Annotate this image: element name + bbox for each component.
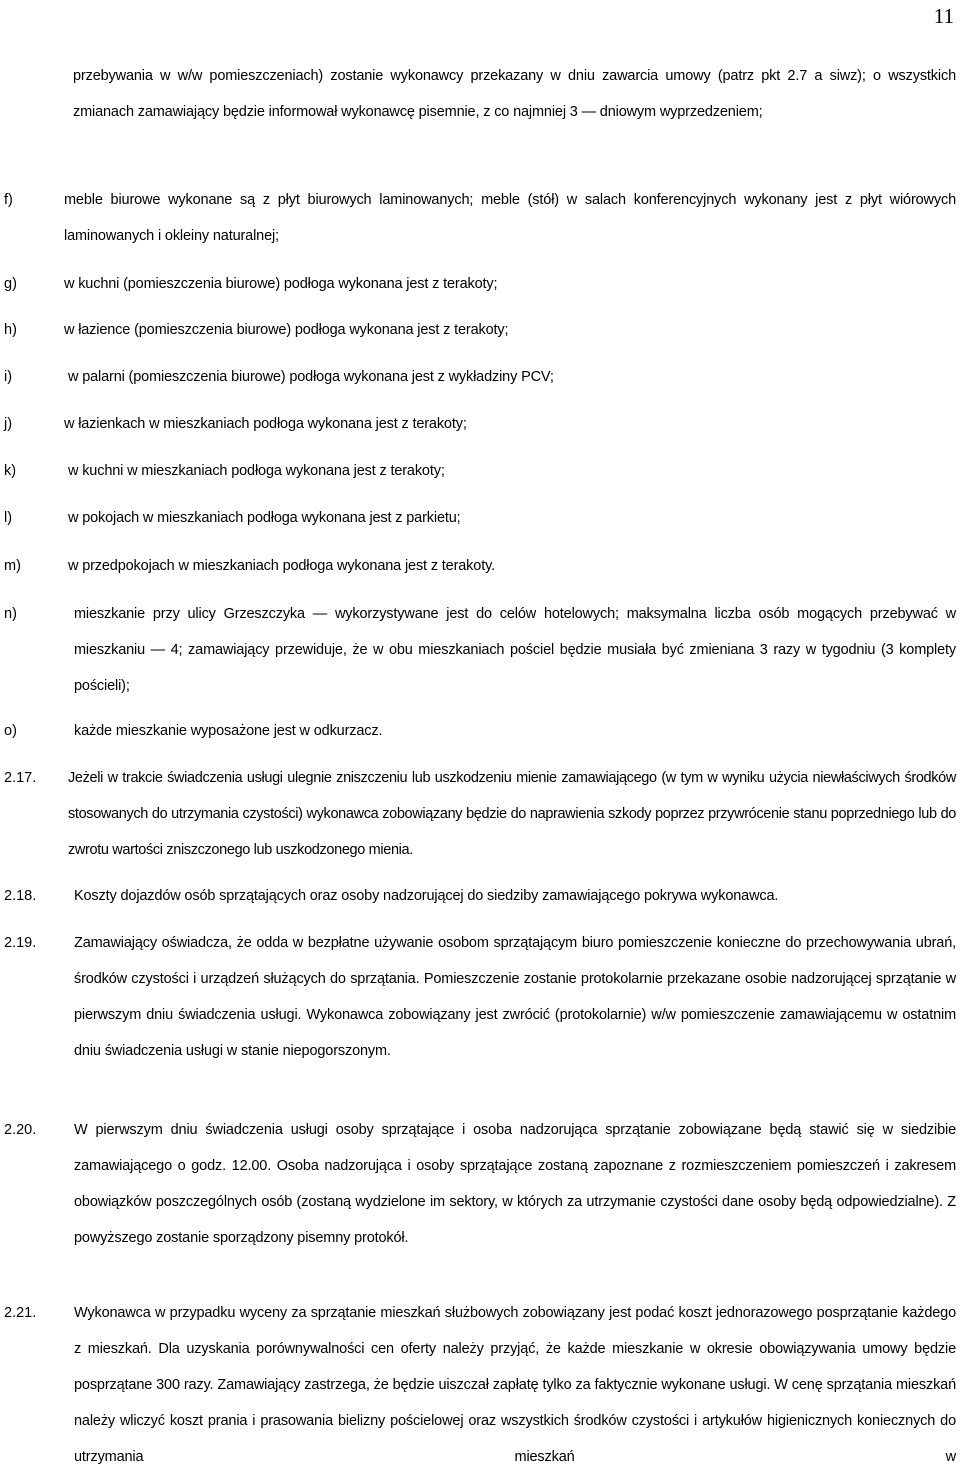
list-item-text: w kuchni w mieszkaniach podłoga wykonana jest z terakoty; <box>68 463 445 479</box>
list-item-label: l) <box>4 510 13 526</box>
list-item-n <box>4 596 956 704</box>
section-2-19 <box>4 925 956 1105</box>
intro-text: przebywania w w/w pomieszczeniach) zostanie wykonawcy przekazany w dniu zawarcia umowy (patrz pkt 2.7 a siwz); o wszystkich zmianach zamawiający będzie informował wykonawcę pisemnie, z co najmniej 3 — dniowym wyprzedzeniem; <box>73 68 956 120</box>
page-number: 11 <box>933 4 954 28</box>
list-item-label: j) <box>4 416 13 432</box>
section-text: Wykonawca w przypadku wyceny za sprzątanie mieszkań służbowych zobowiązany jest podać koszt jednorazowego posprzątanie każdego z mieszkań. Dla uzyskania porównywalności cen oferty należy przyjąć, że każde mieszkanie w okresie obowiązywania umowy będzie posprzątane 300 razy. Zamawiający zastrzega, że będzie uiszczał zapłatę tylko za faktycznie wykonane usługi. W cenę sprzątania mieszkań należy wliczyć koszt prania i prasowania bielizny pościelowej oraz wszystkich środków czystości i artykułów higienicznych koniecznych do utrzymania mieszkań w <box>74 1305 956 1465</box>
list-item-j <box>4 406 956 442</box>
section-number: 2.19. <box>4 935 37 951</box>
section-text: W pierwszym dniu świadczenia usługi osoby sprzątające i osoba nadzorująca sprzątanie zobowiązane będą stawić się w siedzibie zamawiającego o godz. 12.00. Osoba nadzorująca i osoby sprzątające zostaną zapoznane z rozmieszczeniem pomieszczeń i zakresem obowiązków poszczególnych osób (zostaną wydzielone im sektory, w których za utrzymanie czystości dane osoby będą odpowiedzialne). Z powyższego zostanie sporządzony pisemny protokół. <box>74 1122 956 1246</box>
section-2-20 <box>4 1112 956 1292</box>
list-item-text: w łazienkach w mieszkaniach podłoga wykonana jest z terakoty; <box>64 416 467 432</box>
list-item-text: w pokojach w mieszkaniach podłoga wykonana jest z parkietu; <box>68 510 461 526</box>
list-item-label: n) <box>4 606 17 622</box>
list-item-label: i) <box>4 369 13 385</box>
section-number: 2.20. <box>4 1122 37 1138</box>
section-number: 2.21. <box>4 1305 37 1321</box>
list-item-label: h) <box>4 322 17 338</box>
section-text: Koszty dojazdów osób sprzątających oraz osoby nadzorującej do siedziby zamawiającego pokrywa wykonawca. <box>74 888 779 904</box>
section-2-21 <box>4 1295 956 1473</box>
section-text: Zamawiający oświadcza, że odda w bezpłatne używanie osobom sprzątającym biuro pomieszczenie konieczne do przechowywania ubrań, środków czystości i urządzeń służących do sprzątania. Pomieszczenie zostanie protokolarnie przekazane osobie nadzorującej sprzątanie w pierwszym dniu świadczenia usługi. Wykonawca zobowiązany jest zwrócić (protokolarnie) w/w pomieszczenie zamawiającemu w ostatnim dniu świadczenia usługi w stanie niepogorszonym. <box>74 935 956 1059</box>
section-number: 2.18. <box>4 888 37 904</box>
list-item-k <box>4 453 956 489</box>
list-item-f <box>4 182 956 254</box>
intro-paragraph <box>4 58 956 168</box>
section-2-17 <box>4 760 956 868</box>
list-item-label: f) <box>4 192 13 208</box>
list-item-label: g) <box>4 276 17 292</box>
list-item-i <box>4 359 956 395</box>
list-item-text: w łazience (pomieszczenia biurowe) podłoga wykonana jest z terakoty; <box>64 322 509 338</box>
list-item-text: każde mieszkanie wyposażone jest w odkurzacz. <box>74 723 383 739</box>
list-item-g <box>4 266 956 302</box>
list-item-text: w przedpokojach w mieszkaniach podłoga wykonana jest z terakoty. <box>68 558 495 574</box>
list-item-text: meble biurowe wykonane są z płyt biurowych laminowanych; meble (stół) w salach konferencyjnych wykonany jest z płyt wiórowych laminowanych i okleiny naturalnej; <box>64 192 956 244</box>
list-item-o <box>4 713 956 749</box>
list-item-h <box>4 312 956 348</box>
list-item-label: o) <box>4 723 17 739</box>
list-item-label: k) <box>4 463 17 479</box>
section-text: Jeżeli w trakcie świadczenia usługi ulegnie zniszczeniu lub uszkodzeniu mienie zamawiającego (w tym w wyniku użycia niewłaściwych środków stosowanych do utrzymania czystości) wykonawca zobowiązany będzie do naprawienia szkody poprzez przywrócenie stanu poprzedniego lub do zwrotu wartości zniszczonego lub uszkodzonego mienia. <box>68 770 956 858</box>
section-number: 2.17. <box>4 770 37 786</box>
list-item-l <box>4 500 956 536</box>
list-item-label: m) <box>4 558 21 574</box>
list-item-m <box>4 548 956 584</box>
section-2-18 <box>4 878 956 914</box>
list-item-text: mieszkanie przy ulicy Grzeszczyka — wykorzystywane jest do celów hotelowych; maksymalna liczba osób mogących przebywać w mieszkaniu — 4; zamawiający przewiduje, że w obu mieszkaniach pościel będzie musiała być zmieniana 3 razy w tygodniu (3 komplety pościeli); <box>74 606 956 694</box>
list-item-text: w kuchni (pomieszczenia biurowe) podłoga wykonana jest z terakoty; <box>64 276 498 292</box>
list-item-text: w palarni (pomieszczenia biurowe) podłoga wykonana jest z wykładziny PCV; <box>68 369 554 385</box>
